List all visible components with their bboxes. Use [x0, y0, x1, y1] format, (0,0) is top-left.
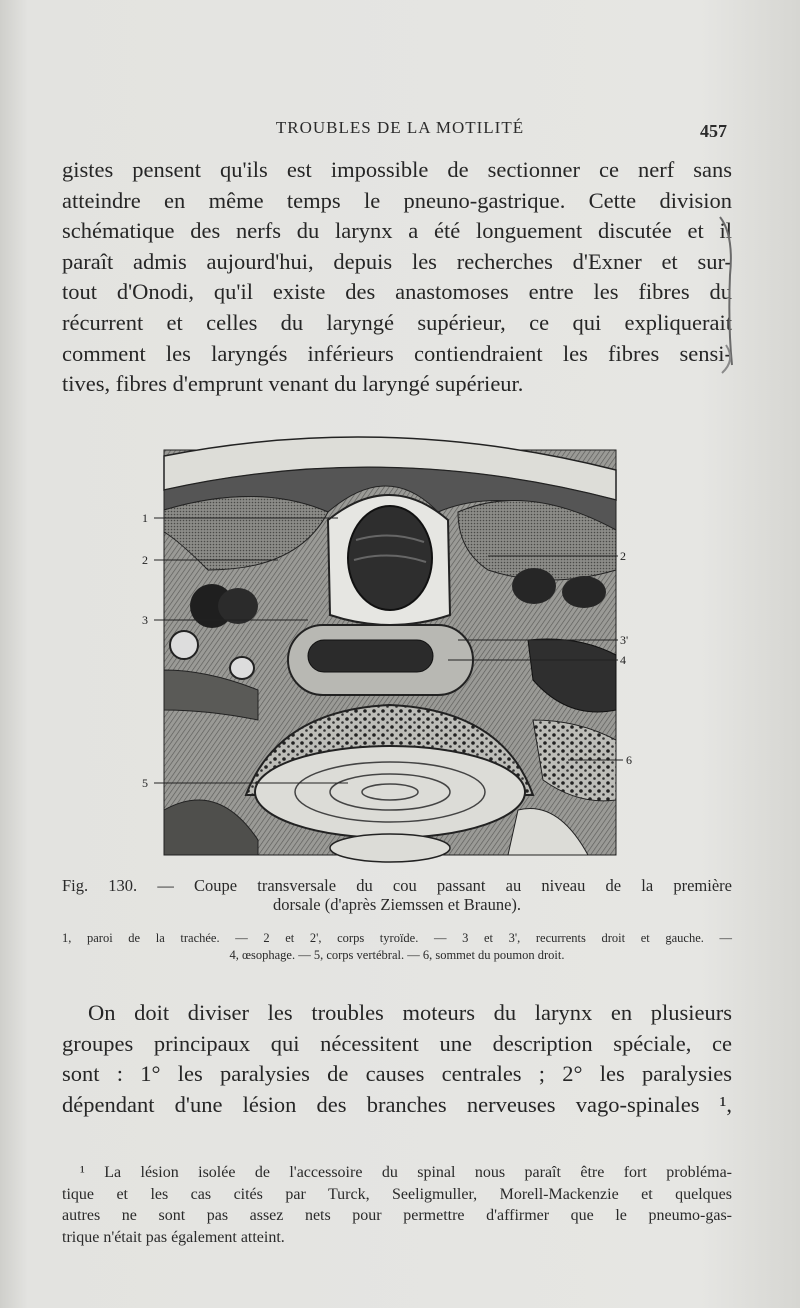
- text-line: sont : 1° les paralysies de causes centrales ; 2° les paralysies: [62, 1061, 732, 1087]
- body-paragraph-1: [62, 155, 732, 400]
- text-line: schématique des nerfs du larynx a été longuement discutée et il: [62, 218, 732, 244]
- figure-label-right: 4: [620, 653, 626, 667]
- body-paragraph-2: [62, 998, 732, 1120]
- text-line: dépendant d'une lésion des branches nerveuses vago-spinales ¹,: [62, 1091, 732, 1117]
- text-line: paraît admis aujourd'hui, depuis les recherches d'Exner et sur-: [62, 248, 732, 274]
- footnote-line: ¹ La lésion isolée de l'accessoire du spinal nous paraît être fort probléma-: [80, 1164, 732, 1181]
- running-title: TROUBLES DE LA MOTILITÉ: [275, 118, 525, 137]
- text-line: tives, fibres d'emprunt venant du laryngé supérieur.: [62, 371, 524, 397]
- figure-caption: [62, 876, 732, 914]
- figure-legend: [62, 930, 732, 963]
- text-line: On doit diviser les troubles moteurs du larynx en plusieurs: [88, 1000, 732, 1025]
- figure-label-left: 1: [142, 511, 148, 525]
- figure-label-right: 2: [620, 549, 626, 563]
- legend-line: 4, œsophage. — 5, corps vertébral. — 6, sommet du poumon droit.: [229, 947, 565, 962]
- anatomical-figure: [128, 420, 632, 860]
- figure-label-right: 6: [626, 753, 632, 767]
- pencil-bracket-mark: [712, 215, 742, 375]
- text-line: groupes principaux qui nécessitent une description spéciale, ce: [62, 1030, 732, 1056]
- text-line: comment les laryngés inférieurs contiendraient les fibres sensi-: [62, 340, 732, 366]
- text-line: gistes pensent qu'ils est impossible de sectionner ce nerf sans: [62, 157, 732, 182]
- text-line: récurrent et celles du laryngé supérieur, ce qui expliquerait: [62, 309, 732, 335]
- footnote: [62, 1162, 732, 1248]
- footnote-line: autres ne sont pas assez nets pour permettre d'affirmer que le pneumo-gas-: [62, 1207, 732, 1224]
- figure-label-left: 2: [142, 553, 148, 567]
- footnote-line: trique n'était pas également atteint.: [62, 1228, 285, 1246]
- figure-label-left: 5: [142, 776, 148, 790]
- text-line: atteindre en même temps le pneuno-gastrique. Cette division: [62, 187, 732, 213]
- legend-line: 1, paroi de la trachée. — 2 et 2', corps tyroïde. — 3 et 3', recurrents droit et gauche. —: [62, 931, 732, 945]
- text-line: tout d'Onodi, qu'il existe des anastomoses entre les fibres du: [62, 279, 732, 305]
- page-number: 457: [700, 121, 727, 141]
- footnote-line: tique et les cas cités par Turck, Seeligmuller, Morell-Mackenzie et quelques: [62, 1185, 732, 1203]
- caption-line: dorsale (d'après Ziemssen et Braune).: [272, 895, 522, 914]
- figure-label-right: 3': [620, 633, 629, 647]
- caption-line: Fig. 130. — Coupe transversale du cou passant au niveau de la première: [62, 876, 732, 895]
- figure-label-left: 3: [142, 613, 148, 627]
